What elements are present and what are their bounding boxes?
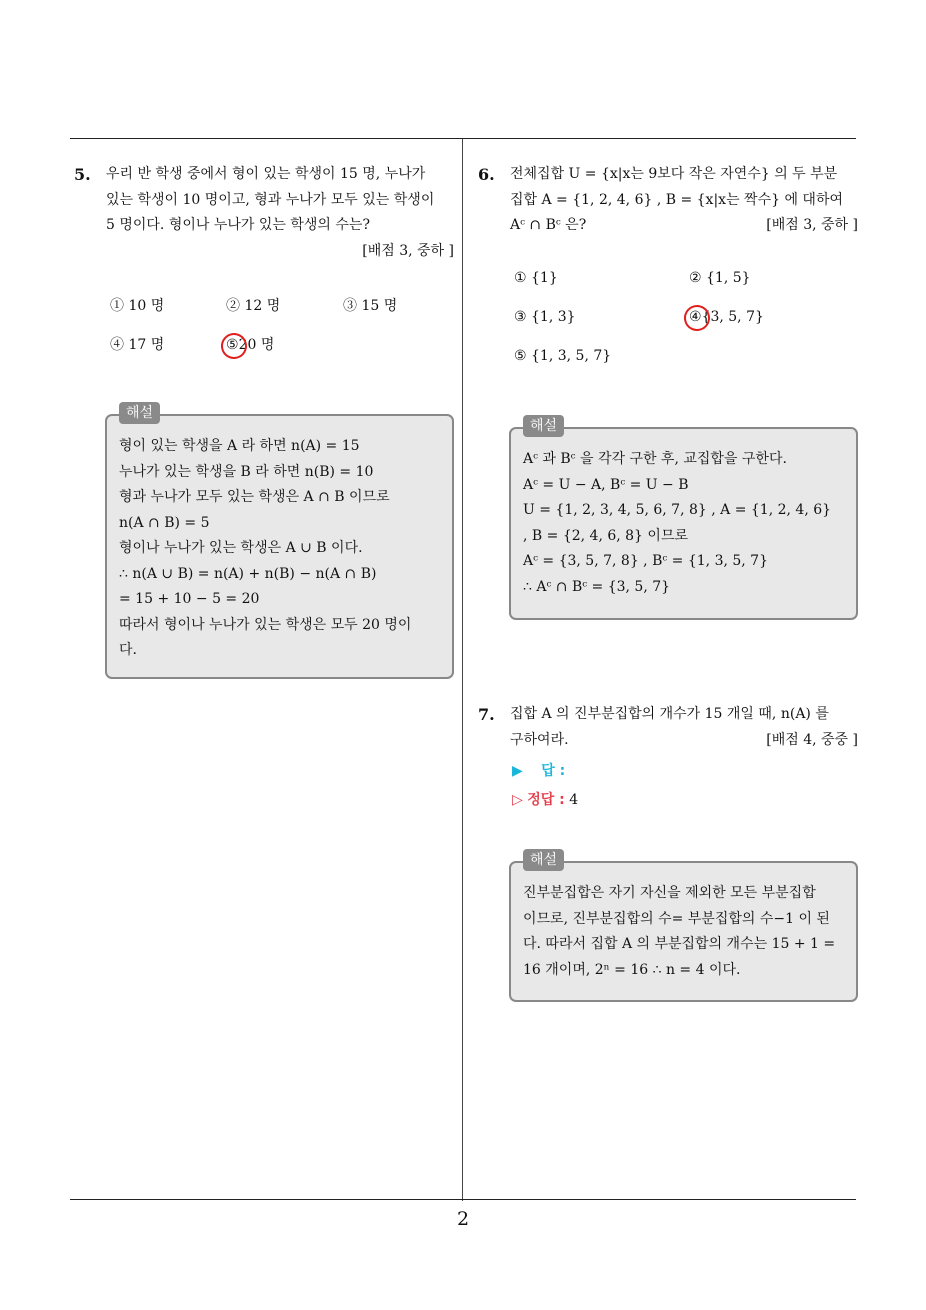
explanation-body [119, 434, 449, 664]
question-line: 집합 A = {1, 2, 4, 6} , B = {x|x는 짝수} 에 대하여 [510, 191, 843, 208]
choice-mark: ④ [110, 337, 124, 353]
selected-circle-mark: ⑤ [226, 337, 239, 353]
choice-value: 17 명 [128, 337, 165, 353]
choice-mark: ③ [514, 309, 527, 325]
bottom-rule [70, 1199, 856, 1200]
question-line-row [510, 728, 858, 754]
choice-value: {1, 3, 5, 7} [531, 348, 612, 364]
correct-answer-line [512, 789, 578, 809]
question-line: 구하여라. [510, 731, 569, 748]
explanation-tag: 해설 [119, 402, 160, 424]
choice-2[interactable] [689, 270, 751, 286]
question-number: 7. [478, 705, 495, 724]
selected-circle-mark: ④ [689, 309, 702, 325]
choice-4-selected[interactable] [689, 309, 764, 325]
choice-2[interactable] [226, 295, 280, 315]
explanation-line: 진부분집합은 자기 자신을 제외한 모든 부분집합 [523, 885, 816, 901]
choice-value: {3, 5, 7} [701, 309, 764, 325]
explanation-line: 따라서 형이나 누나가 있는 학생은 모두 20 명이 [119, 616, 412, 633]
answer-label: 답 : [541, 763, 566, 779]
explanation-line: , B = {2, 4, 6, 8} 이므로 [523, 527, 688, 544]
points-label: [배점 3, 중하 ] [766, 217, 858, 233]
choice-5[interactable] [514, 348, 611, 364]
choice-mark: ② [689, 270, 702, 286]
points-label: [배점 4, 중중 ] [766, 731, 858, 748]
choice-value: 20 명 [238, 337, 275, 353]
explanation-line: 형과 누나가 모두 있는 학생은 A ∩ B 이므로 [119, 489, 390, 505]
choice-3[interactable] [343, 295, 397, 315]
question-line: 5 명이다. 형이나 누나가 있는 학생의 수는? [106, 217, 370, 233]
correct-value: 4 [569, 792, 579, 808]
choice-mark: ① [514, 270, 527, 286]
choice-value: {1} [531, 270, 558, 286]
question-line: 우리 반 학생 중에서 형이 있는 학생이 15 명, 누나가 [106, 166, 426, 182]
explanation-line: = 15 + 10 − 5 = 20 [119, 591, 260, 607]
explanation-line: n(A ∩ B) = 5 [119, 514, 210, 531]
choice-value: 15 명 [361, 298, 398, 314]
column-divider [462, 139, 463, 1201]
question-text [510, 702, 858, 753]
choice-value: {1, 3} [531, 309, 576, 325]
question-text [106, 162, 454, 264]
choice-1[interactable] [514, 270, 558, 286]
question-line: 있는 학생이 10 명이고, 형과 누나가 모두 있는 학생이 [106, 191, 435, 208]
explanation-line: Aᶜ = U − A, Bᶜ = U − B [523, 476, 689, 493]
explanation-body [523, 881, 855, 983]
question-line: Aᶜ ∩ Bᶜ 은? [510, 217, 587, 233]
explanation-box-7 [509, 852, 858, 1002]
explanation-line: U = {1, 2, 3, 4, 5, 6, 7, 8} , A = {1, 2, 4, 6} [523, 502, 832, 518]
play-triangle-icon: ▶ [512, 763, 523, 779]
explanation-line: 다. 따라서 집합 A 의 부분집합의 개수는 15 + 1 = [523, 936, 836, 952]
explanation-line: Aᶜ = {3, 5, 7, 8} , Bᶜ = {1, 3, 5, 7} [523, 553, 768, 569]
choice-4[interactable] [110, 334, 164, 354]
choice-value: 12 명 [244, 298, 281, 314]
explanation-box-5 [105, 405, 454, 679]
choice-value: {1, 5} [706, 270, 751, 286]
explanation-line: 누나가 있는 학생을 B 라 하면 n(B) = 10 [119, 463, 374, 480]
choice-mark: ③ [343, 298, 357, 314]
explanation-tag: 해설 [523, 849, 564, 871]
explanation-line: 형이나 누나가 있는 학생은 A ∪ B 이다. [119, 540, 363, 556]
top-rule [70, 138, 856, 139]
explanation-body [523, 447, 855, 600]
choice-3[interactable] [514, 309, 576, 325]
question-number: 6. [478, 165, 495, 184]
outline-triangle-icon: ▷ [512, 792, 523, 808]
explanation-line: 다. [119, 642, 137, 658]
question-text [510, 162, 858, 239]
explanation-line: 형이 있는 학생을 A 라 하면 n(A) = 15 [119, 438, 360, 454]
answer-line[interactable] [512, 760, 565, 780]
page-number: 2 [456, 1208, 470, 1230]
explanation-line: ∴ n(A ∪ B) = n(A) + n(B) − n(A ∩ B) [119, 565, 377, 582]
question-line-row [510, 213, 858, 239]
explanation-line: ∴ Aᶜ ∩ Bᶜ = {3, 5, 7} [523, 578, 671, 595]
choice-mark: ① [110, 298, 124, 314]
choice-5-selected[interactable] [226, 334, 274, 354]
choice-value: 10 명 [128, 298, 165, 314]
choice-mark: ② [226, 298, 240, 314]
points-label: [배점 3, 중하 ] [362, 242, 454, 259]
explanation-tag: 해설 [523, 415, 564, 437]
explanation-box-6 [509, 418, 858, 620]
question-line: 집합 A 의 진부분집합의 개수가 15 개일 때, n(A) 를 [510, 706, 829, 722]
explanation-line: 16 개이며, 2ⁿ = 16 ∴ n = 4 이다. [523, 961, 741, 978]
choice-mark: ⑤ [514, 348, 527, 364]
correct-label: 정답 : [527, 792, 565, 808]
explanation-line: 이므로, 진부분집합의 수= 부분집합의 수−1 이 된 [523, 910, 830, 927]
explanation-line: Aᶜ 과 Bᶜ 을 각각 구한 후, 교집합을 구한다. [523, 451, 787, 467]
choice-1[interactable] [110, 295, 164, 315]
question-line: 전체집합 U = {x|x는 9보다 작은 자연수} 의 두 부분 [510, 166, 838, 182]
question-number: 5. [74, 165, 91, 184]
